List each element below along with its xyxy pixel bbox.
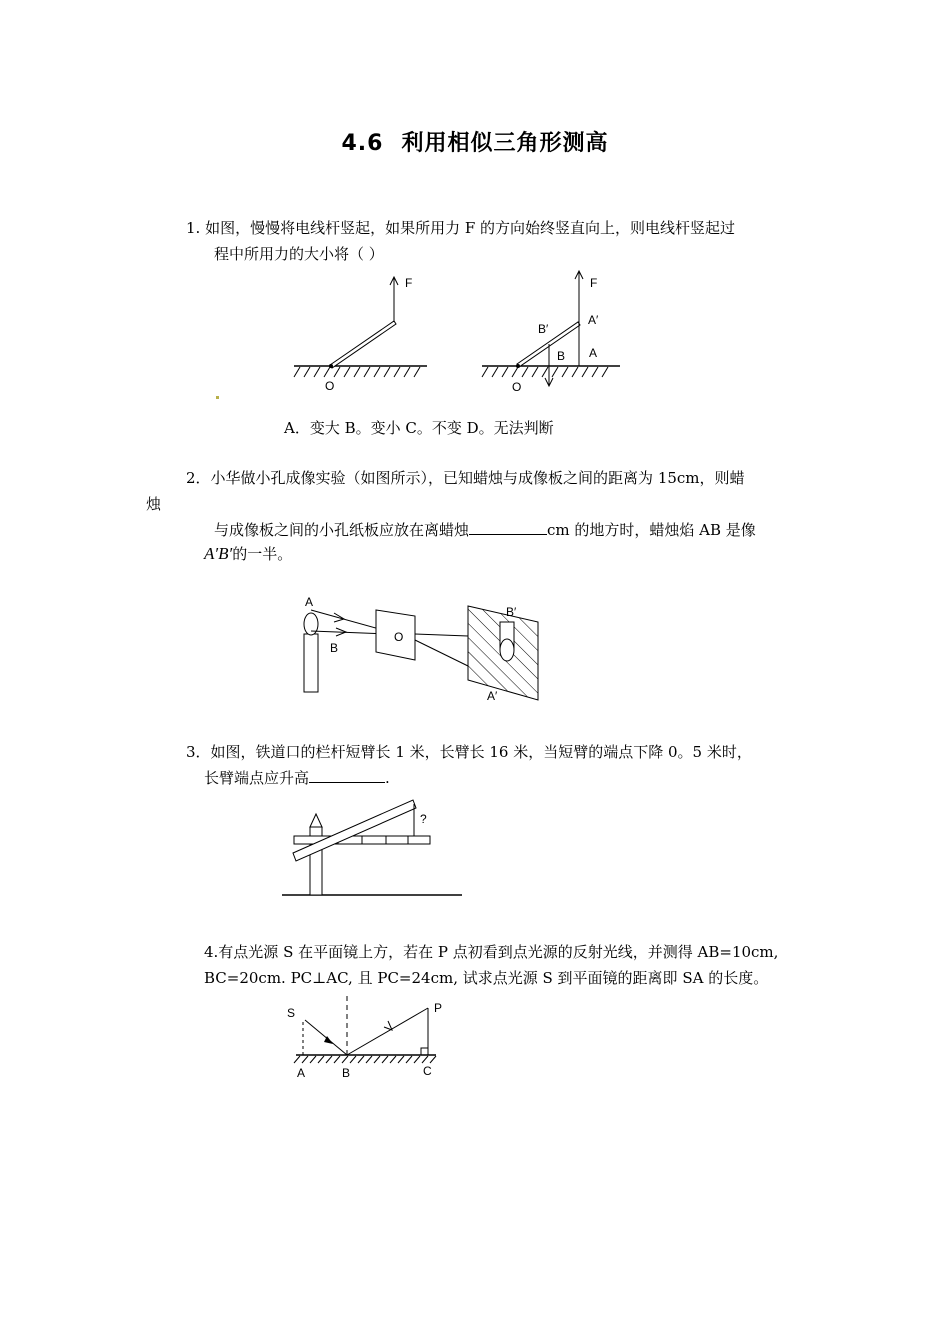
q4-label-S: S [287, 1006, 296, 1020]
q4-line2: BC=20cm. PC⊥AC, 且 PC=24cm, 试求点光源 S 到平面镜的距离即 SA 的长度。 [204, 969, 769, 987]
q1-line1: 1. 如图，慢慢将电线杆竖起，如果所用力 F 的方向始终竖直向上，则电线杆竖起过 [186, 219, 736, 237]
q1-label-F2: F [590, 276, 598, 290]
q3-label-q: ? [420, 812, 427, 826]
q2-var: A′B′ [204, 544, 233, 563]
title-number: 4.6 [341, 131, 384, 156]
q2-label-Bp: B′ [506, 605, 517, 619]
q2-line3-a: 与成像板之间的小孔纸板应放在离蜡烛 [214, 521, 470, 539]
q2-label-Ap: A′ [487, 689, 498, 703]
q4-right-angle [421, 1048, 428, 1055]
q1-label-O: O [325, 379, 335, 393]
q1-label-F: F [405, 276, 413, 290]
q4-incident-ray [305, 1020, 347, 1055]
q3-line1: 3．如图，铁道口的栏杆短臂长 1 米，长臂长 16 米，当短臂的端点下降 0。5 米时， [186, 743, 752, 761]
q3-line2-a: 长臂端点应升高 [204, 769, 310, 787]
q2-line1: 2．小华做小孔成像实验（如图所示），已知蜡烛与成像板之间的距离为 15cm，则蜡 [186, 469, 745, 487]
q1-label-A: A [589, 346, 598, 360]
q4-label-A: A [297, 1066, 306, 1080]
q4-reflected-ray [347, 1008, 428, 1055]
q2-line4-text: 的一半。 [232, 545, 293, 563]
q2-line3-b: cm 的地方时，蜡烛焰 AB 是像 [547, 521, 756, 539]
q2-line2: 烛 [146, 495, 162, 513]
q4-label-C: C [423, 1064, 432, 1078]
q4-line1: 4.有点光源 S 在平面镜上方，若在 P 点初看到点光源的反射光线，并测得 AB=10cm, [204, 943, 779, 961]
q1-options: A．变大 B。变小 C。不变 D。无法判断 [284, 419, 554, 437]
q1-label-B: B [557, 349, 566, 363]
q1-line2: 程中所用力的大小将（ ） [214, 245, 384, 263]
q4-mirror-hatch [294, 1056, 436, 1063]
q2-label-O: O [394, 630, 404, 644]
q4-label-P: P [434, 1001, 443, 1015]
title-text: 利用相似三角形测高 [401, 131, 609, 156]
q2-label-A: A [305, 595, 314, 609]
q4-label-B: B [342, 1066, 351, 1080]
q1-label-O2: O [512, 380, 522, 394]
q1-label-Ap: A′ [588, 313, 599, 327]
q3-line2-b: . [385, 769, 390, 787]
q2-label-B: B [330, 641, 339, 655]
q1-label-Bp: B′ [538, 322, 549, 336]
